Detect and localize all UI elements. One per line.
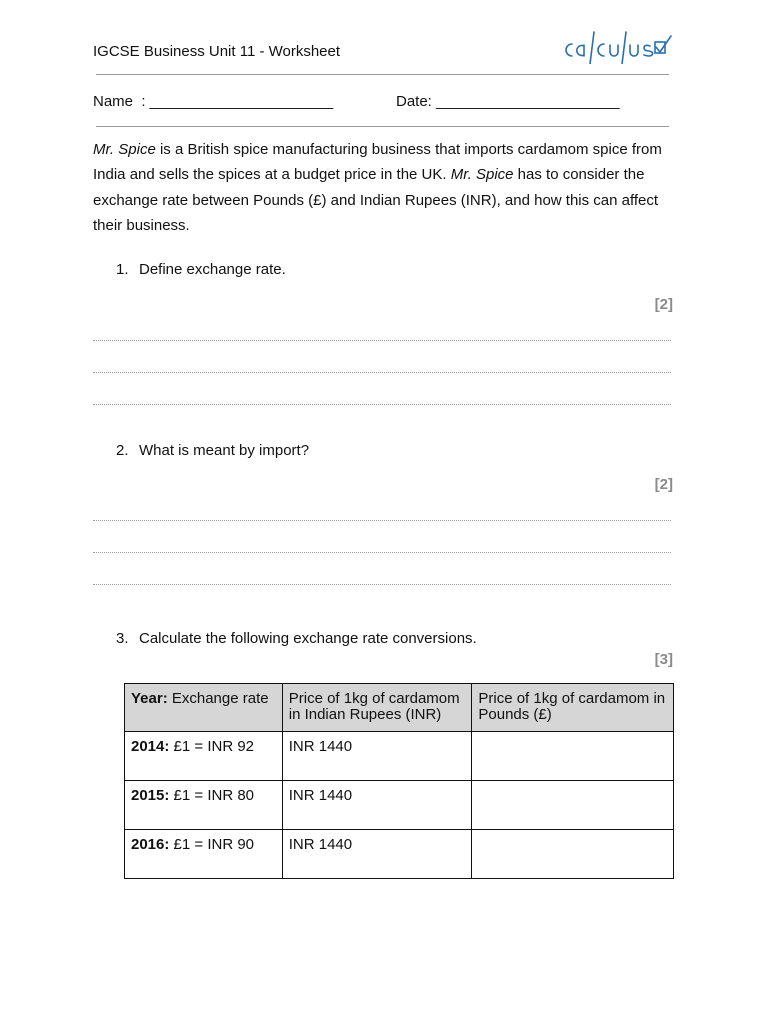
year-rate-cell: 2015: £1 = INR 80: [125, 781, 283, 830]
marks-label: [2]: [654, 476, 673, 493]
answer-line[interactable]: [93, 520, 671, 521]
year-rate-cell: 2014: £1 = INR 92: [125, 732, 283, 781]
worksheet-title: IGCSE Business Unit 11 - Worksheet: [93, 43, 341, 60]
question-number: 2.: [116, 442, 129, 459]
table-row: [125, 732, 674, 781]
calculus-logo: [560, 28, 672, 64]
inr-cell: INR 1440: [282, 732, 472, 781]
answer-line[interactable]: [93, 340, 671, 341]
gbp-answer-cell[interactable]: [472, 732, 674, 781]
conversion-table: [124, 683, 674, 879]
question-text: Calculate the following exchange rate conversions.: [139, 630, 477, 647]
company-name: Mr. Spice: [93, 141, 156, 158]
marks-label: [3]: [654, 651, 673, 668]
table-header-row: [125, 684, 674, 732]
name-divider: [96, 126, 669, 127]
table-row: [125, 781, 674, 830]
company-name: Mr. Spice: [450, 166, 514, 184]
header-year: Year: Exchange rate: [125, 684, 283, 732]
date-field[interactable]: Date: ______________________: [396, 93, 620, 110]
header-price-inr: Price of 1kg of cardamom in Indian Rupees (INR): [282, 684, 472, 732]
inr-cell: INR 1440: [282, 781, 472, 830]
answer-line[interactable]: [93, 552, 671, 553]
year-rate-cell: 2016: £1 = INR 90: [125, 830, 283, 879]
answer-line[interactable]: [93, 404, 671, 405]
gbp-answer-cell[interactable]: [472, 830, 674, 879]
inr-cell: INR 1440: [282, 830, 472, 879]
intro-text: has to consider the exchange rate between Pounds (£) and Indian Rupees (INR), and how this can affect their business.: [93, 166, 659, 234]
answer-line[interactable]: [93, 372, 671, 373]
table-row: [125, 830, 674, 879]
question-text: Define exchange rate.: [139, 261, 286, 278]
gbp-answer-cell[interactable]: [472, 781, 674, 830]
question-number: 3.: [116, 630, 129, 647]
answer-line[interactable]: [93, 584, 671, 585]
header-price-gbp: Price of 1kg of cardamom in Pounds (£): [472, 684, 674, 732]
name-field[interactable]: Name : ______________________: [93, 93, 334, 110]
intro-paragraph: [93, 137, 678, 238]
question-number: 1.: [116, 261, 129, 278]
header-divider: [96, 74, 669, 75]
question-text: What is meant by import?: [139, 442, 310, 459]
marks-label: [2]: [654, 296, 673, 313]
intro-text: is a British spice manufacturing business that imports cardamom spice from India and sells the spices at a budget price in the UK.: [93, 141, 662, 184]
